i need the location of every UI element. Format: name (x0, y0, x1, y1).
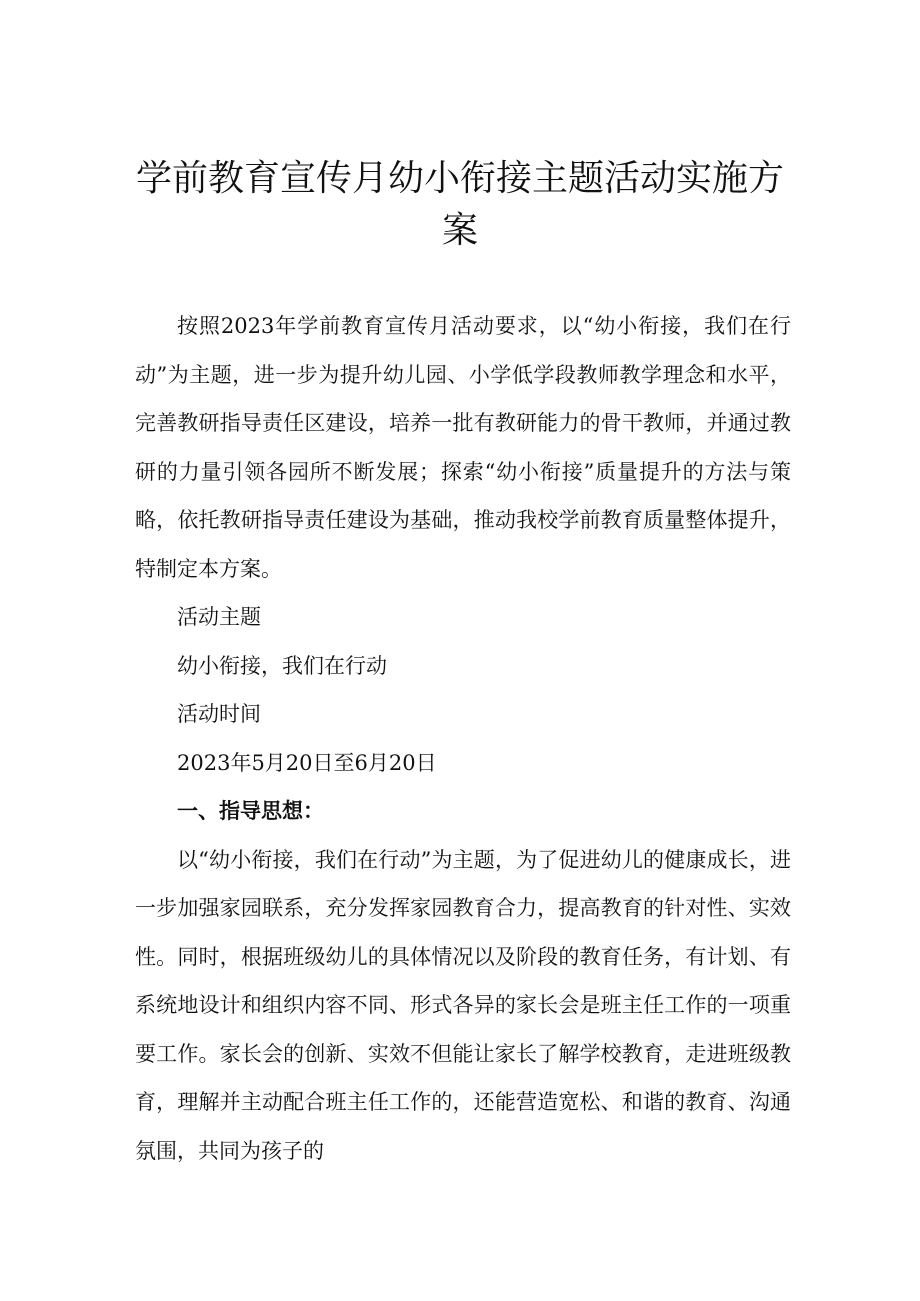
section-heading-guiding-thought: 一、指导思想： (177, 799, 324, 823)
time-value: 2023年5月20日至6月20日 (177, 750, 437, 775)
theme-label: 活动主题 (177, 605, 261, 629)
theme-value: 幼小衔接，我们在行动 (177, 653, 387, 678)
section-paragraph-guiding-thought: 以“幼小衔接，我们在行动”为主题，为了促进幼儿的健康成长，进一步加强家园联系，充分发挥家园教育合力，提高教育的针对性、实效性。同时，根据班级幼儿的具体情况以及阶段的教育任务，有计划、有系统地设计和组织内容不同、形式各异的家长会是班主任工作的一项重要工作。家长会的创新、实效不但能让家长了解学校教育，走进班级教育，理解并主动配合班主任工作的，还能营造宽松、和谐的教育、沟通氛围，共同为孩子的 (135, 847, 791, 1163)
intro-paragraph: 按照2023年学前教育宣传月活动要求，以“幼小衔接，我们在行动”为主题，进一步为提升幼儿园、小学低学段教师教学理念和水平，完善教研指导责任区建设，培养一批有教研能力的骨干教师，并通过教研的力量引领各园所不断发展；探索“幼小衔接”质量提升的方法与策略，依托教研指导责任建设为基础，推动我校学前教育质量整体提升，特制定本方案。 (135, 314, 791, 581)
document-title: 学前教育宣传月幼小衔接主题活动实施方案 (135, 158, 784, 251)
document-body (135, 302, 791, 1175)
time-label: 活动时间 (177, 702, 261, 726)
